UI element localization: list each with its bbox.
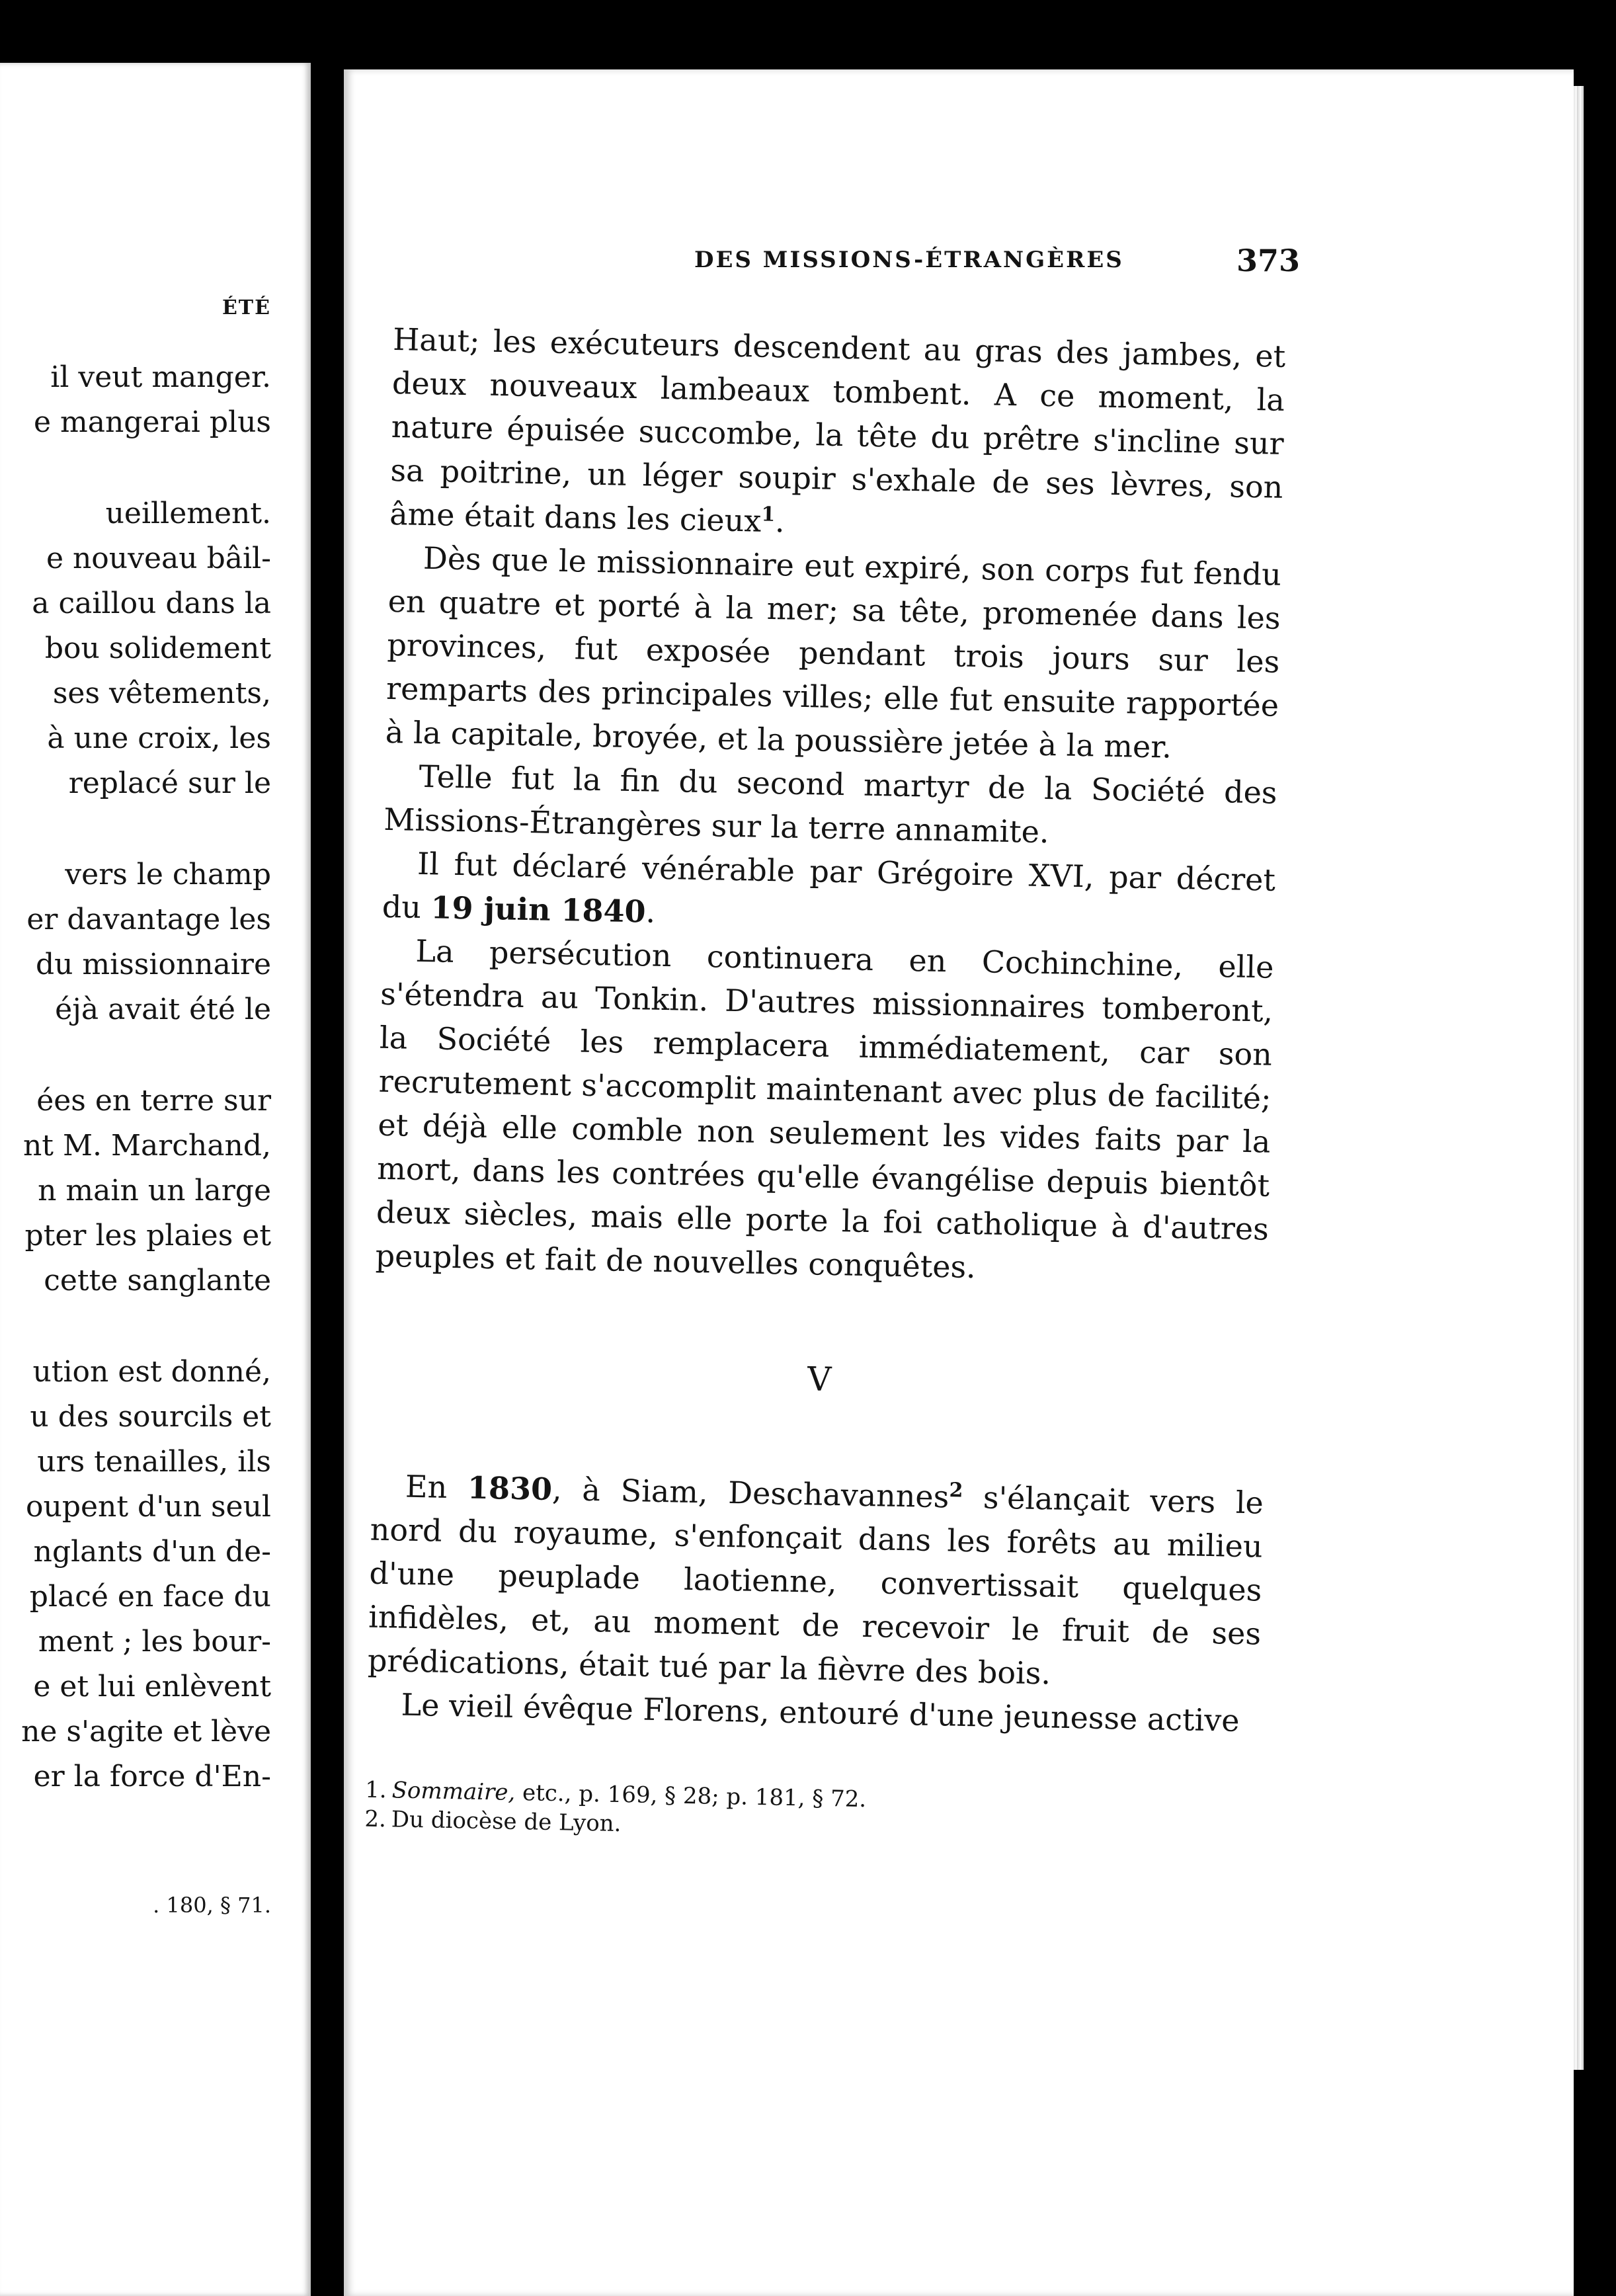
paragraph-text: Haut; les exécuteurs descendent au gras des jambes, et deux nouveaux lambeaux tombent. A ce moment, la nature épuisée succombe, la tête du prêtre s'incline sur sa poitrine, un léger soupir s'exhale de ses lèvres, son âme était dans les cieux bbox=[389, 321, 1286, 539]
page-number: 373 bbox=[1236, 243, 1301, 278]
left-line: ses vêtements, bbox=[52, 676, 271, 710]
left-footnote: . 180, § 71. bbox=[153, 1893, 271, 1918]
left-line: a caillou dans la bbox=[32, 587, 271, 620]
left-line: ment ; les bour- bbox=[38, 1625, 271, 1659]
page-header bbox=[344, 243, 1574, 300]
paragraph-text: Il fut déclaré vénérable par Grégoire XVI, par décret du bbox=[382, 845, 1276, 925]
left-line: replacé sur le bbox=[68, 766, 271, 800]
page-body bbox=[364, 317, 1286, 1850]
footnote-ref: 1 bbox=[761, 503, 776, 526]
paragraph bbox=[384, 754, 1277, 858]
left-line: n main un large bbox=[38, 1174, 271, 1208]
paragraph-tail: . bbox=[645, 893, 656, 930]
left-line: bou solidement bbox=[44, 632, 271, 665]
paragraph-text: , à Siam, Deschavannes bbox=[551, 1471, 949, 1515]
left-line: à une croix, les bbox=[47, 721, 271, 755]
left-line: cette sanglante bbox=[44, 1264, 271, 1297]
paragraph-tail: . bbox=[774, 503, 786, 540]
left-line: e et lui enlèvent bbox=[33, 1670, 271, 1703]
date-bold: 19 juin 1840 bbox=[430, 889, 647, 930]
paragraph bbox=[367, 1464, 1264, 1700]
left-running-title: ÉTÉ bbox=[222, 296, 271, 319]
left-line: u des sourcils et bbox=[30, 1400, 271, 1434]
footnote-text: Du diocèse de Lyon. bbox=[391, 1806, 622, 1838]
right-page bbox=[344, 69, 1574, 2296]
left-line: nt M. Marchand, bbox=[22, 1129, 271, 1163]
paragraph-text: Dès que le missionnaire eut expiré, son corps fut fendu en quatre et porté à la mer; sa tête, promenée dans les provinces, fut exposée pendant trois jours sur les remparts des principales villes; elle fut ensuite rapportée à la capitale, broyée, et la poussière jetée à la mer. bbox=[385, 540, 1282, 765]
left-line: ueillement. bbox=[105, 497, 271, 530]
paragraph bbox=[389, 317, 1286, 553]
left-line: il veut manger. bbox=[50, 360, 271, 394]
paragraph bbox=[382, 841, 1275, 946]
left-line: ution est donné, bbox=[32, 1355, 271, 1389]
paragraph-text: s'élançait vers le nord du royaume, s'enfonçait dans les forêts au milieu d'une peuplade laotienne, convertissait quelques infidèles, et, au moment de recevoir le fruit de ses prédications, était tué par la fièvre des bois. bbox=[367, 1479, 1264, 1692]
left-line: placé en face du bbox=[29, 1580, 271, 1614]
footnote-text: etc., p. 169, § 28; p. 181, § 72. bbox=[514, 1779, 867, 1813]
left-line: nglants d'un de- bbox=[33, 1535, 271, 1569]
left-line: ées en terre sur bbox=[36, 1084, 271, 1118]
left-line: e nouveau bâil- bbox=[46, 542, 271, 575]
footnote-source: Sommaire, bbox=[391, 1777, 516, 1806]
year-bold: 1830 bbox=[467, 1469, 553, 1507]
left-line: du missionnaire bbox=[35, 948, 271, 981]
left-line: er davantage les bbox=[26, 903, 271, 936]
paragraph-text: Telle fut la fin du second martyr de la Société des Missions-Étrangères sur la terre annamite. bbox=[383, 758, 1277, 850]
left-page bbox=[0, 63, 311, 2296]
left-line: er la force d'En- bbox=[33, 1760, 271, 1793]
paragraph-text: La persécution continuera en Cochinchine, elle s'étendra au Tonkin. D'autres missionnaires tomberont, la Société les remplacera immédiatement, car son recrutement s'accomplit maintenant avec plus de facilité; et déjà elle comble non seulement les vides faits par la mort, dans les contrées qu'elle évangélise depuis bientôt deux siècles, mais elle porte la foi catholique à d'autres peuples et fait de nouvelles conquêtes. bbox=[375, 932, 1274, 1286]
footnotes bbox=[364, 1776, 1258, 1851]
left-line: e mangerai plus bbox=[33, 405, 271, 439]
paragraph-text: Le vieil évêque Florens, entouré d'une jeunesse active bbox=[401, 1686, 1240, 1739]
left-line: oupent d'un seul bbox=[26, 1490, 271, 1524]
left-line: éjà avait été le bbox=[55, 993, 271, 1026]
section-heading: V bbox=[807, 1360, 832, 1399]
footnote-ref: 2 bbox=[949, 1479, 963, 1502]
paragraph bbox=[375, 928, 1274, 1295]
left-line: pter les plaies et bbox=[24, 1219, 271, 1252]
paragraph bbox=[385, 536, 1281, 771]
footnote-number: 1. bbox=[364, 1776, 387, 1804]
left-line: ne s'agite et lève bbox=[21, 1715, 271, 1748]
left-line: urs tenailles, ils bbox=[37, 1445, 271, 1479]
paragraph-prefix: En bbox=[405, 1468, 448, 1505]
running-title: DES MISSIONS-ÉTRANGÈRES bbox=[694, 247, 1124, 273]
footnote-number: 2. bbox=[364, 1805, 387, 1833]
left-line: vers le champ bbox=[65, 858, 271, 891]
